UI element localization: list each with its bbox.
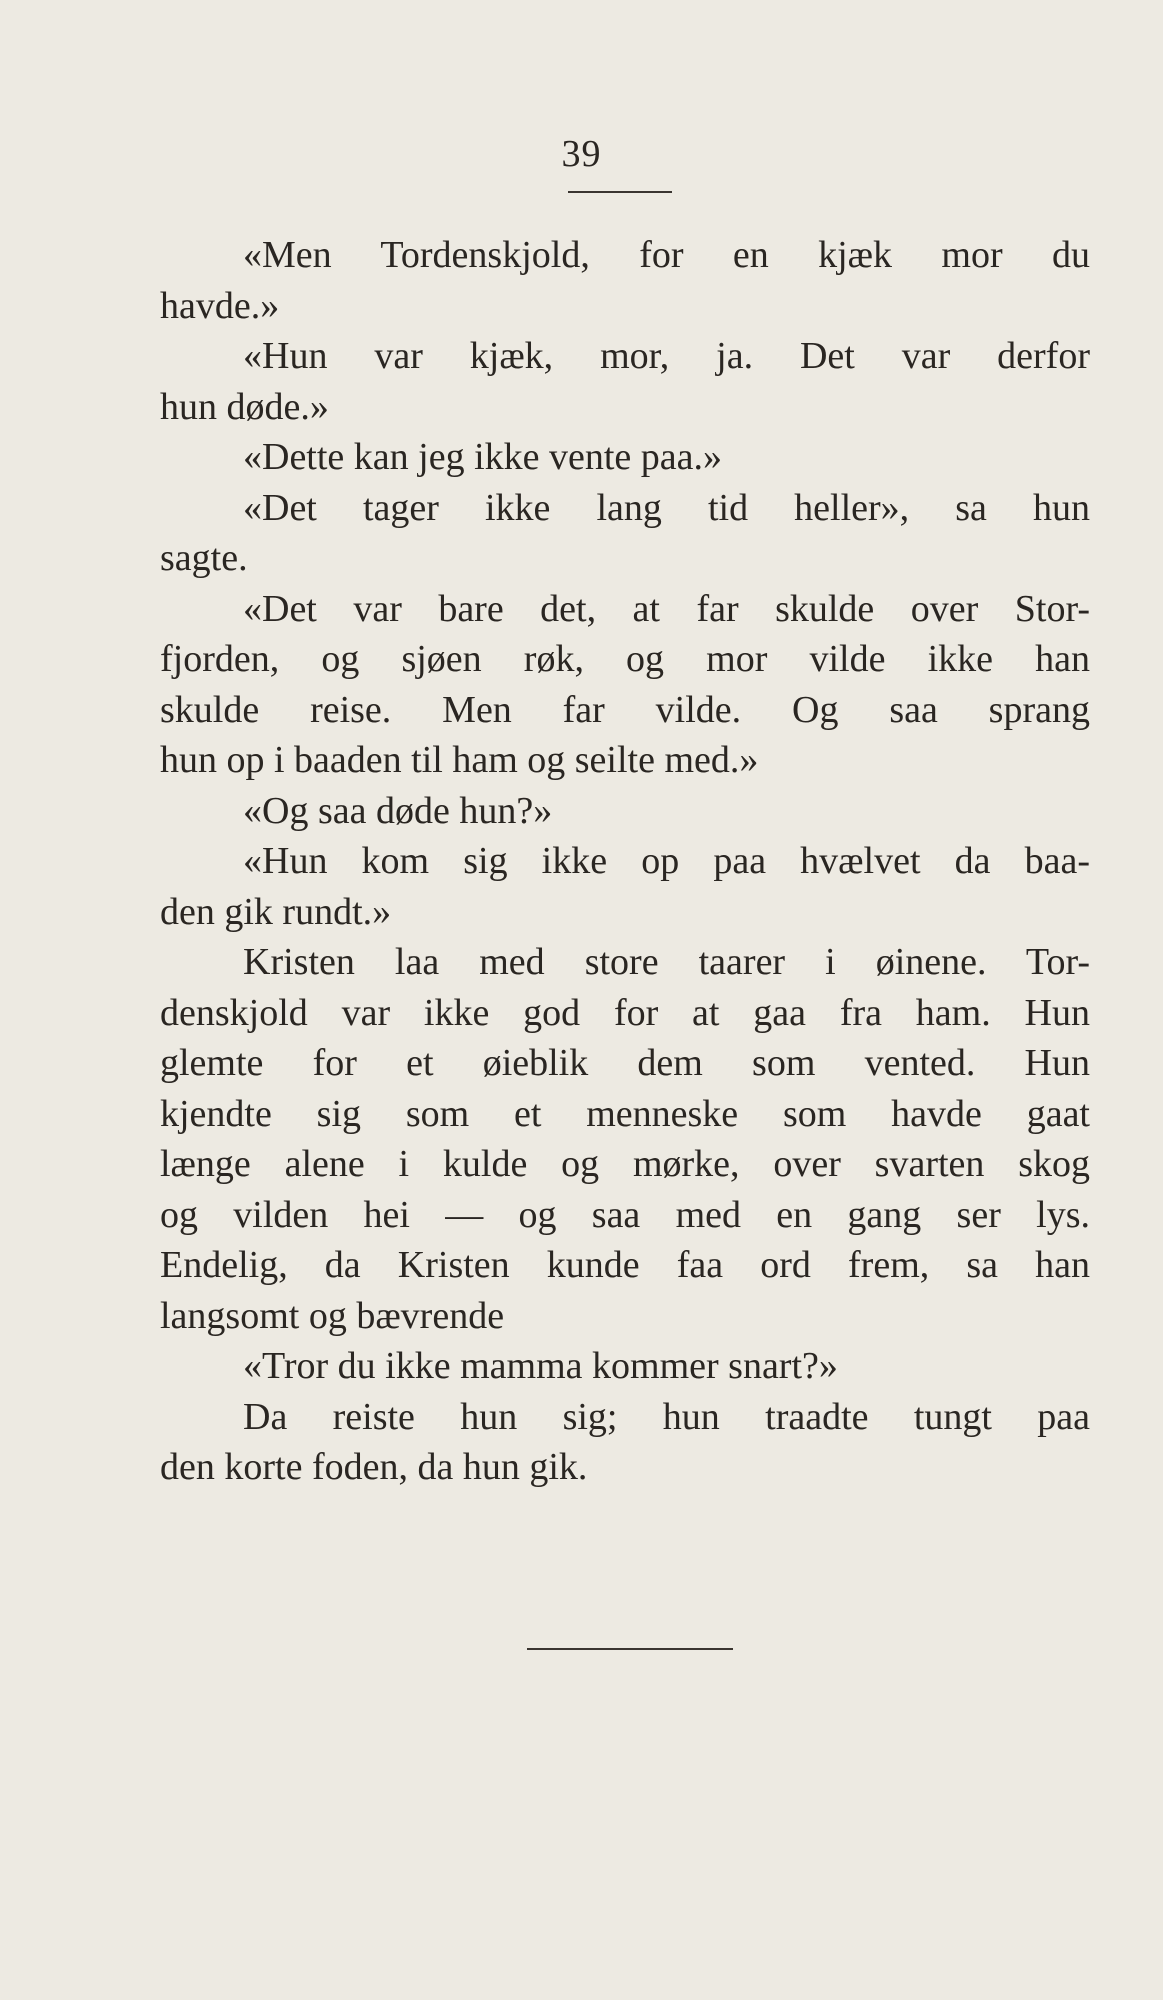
page-number-rule [568,191,672,193]
page-number: 39 [561,133,602,175]
text-line: «Og saa døde hun?» [243,789,553,832]
text-line: glemte for et øieblik dem som vented. Hun [160,1042,1090,1084]
text-line: og vilden hei — og saa med en gang ser lys. [160,1193,1090,1236]
text-line: «Det tager ikke lang tid heller», sa hun [243,486,1090,529]
text-line: hun op i baaden til ham og seilte med.» [160,739,759,781]
text-line: «Hun var kjæk, mor, ja. Det var derfor [243,335,1090,377]
text-line: hun døde.» [160,385,329,428]
body-text [160,230,1090,1493]
text-line: «Det var bare det, at far skulde over Stor- [243,587,1090,630]
text-line: fjorden, og sjøen røk, og mor vilde ikke han [160,638,1090,680]
chapter-end-rule [527,1648,733,1650]
text-line: skulde reise. Men far vilde. Og saa sprang [160,688,1090,731]
text-line: Da reiste hun sig; hun traadte tungt paa [243,1395,1090,1438]
text-line: denskjold var ikke god for at gaa fra ham. Hun [160,991,1090,1034]
text-line: «Hun kom sig ikke op paa hvælvet da baa- [243,840,1090,882]
text-line: den gik rundt.» [160,890,392,933]
text-line: Endelig, da Kristen kunde faa ord frem, sa han [160,1244,1090,1286]
text-line: «Dette kan jeg ikke vente paa.» [243,436,723,478]
text-line: kjendte sig som et menneske som havde gaat [160,1092,1090,1135]
text-line: sagte. [160,537,248,579]
text-line: den korte foden, da hun gik. [160,1446,588,1488]
text-line: «Men Tordenskjold, for en kjæk mor du [243,234,1090,276]
text-line: langsomt og bævrende [160,1294,505,1337]
text-line: længe alene i kulde og mørke, over svarten skog [160,1143,1090,1185]
text-line: Kristen laa med store taarer i øinene. Tor- [243,941,1090,983]
text-line: «Tror du ikke mamma kommer snart?» [243,1345,838,1387]
text-line: havde.» [160,284,280,327]
